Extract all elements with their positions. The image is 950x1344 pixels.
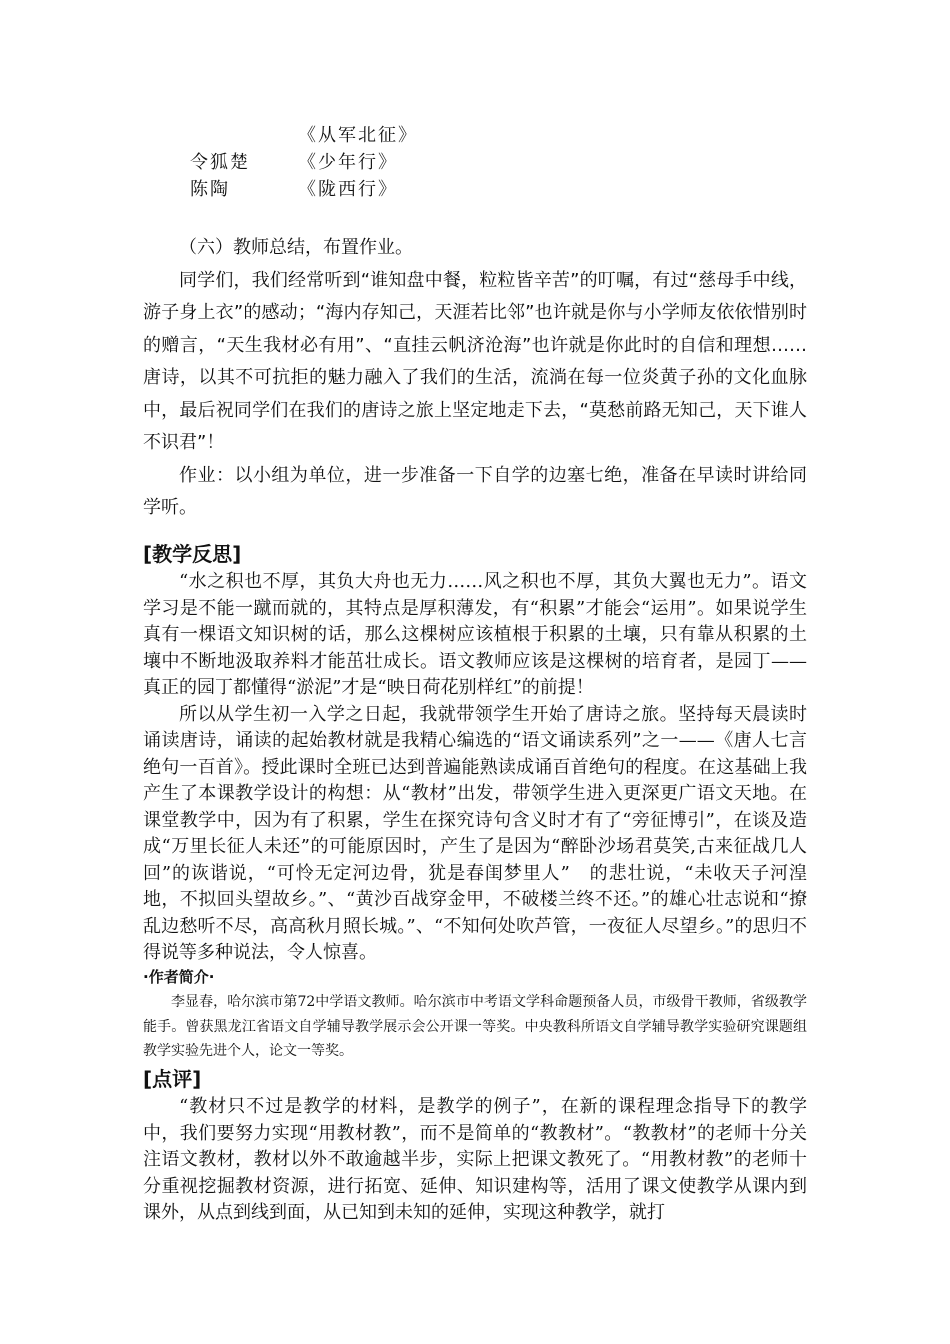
poem-title: 《陇西行》 xyxy=(298,179,398,200)
reflection-heading: [教学反思] xyxy=(143,542,242,566)
author-bio-heading: ·作者简介· xyxy=(143,968,215,986)
reflection-paragraph: “水之积也不厚，其负大舟也无力……风之积也不厚，其负大翼也无力”。语文学习是不能一蹴而就的，其特点是厚积薄发，有“积累”才能会“运用”。如果说学生真有一棵语文知识树的话，那么这棵树应该植根于积累的土壤，只有靠从积累的土壤中不断地汲取养料才能茁壮成长。语文教师应该是这棵树的培育者，是园丁——真正的园丁都懂得“淤泥”才是“映日荷花别样红”的前提！ xyxy=(143,571,807,698)
summary-heading: （六）教师总结，布置作业。 xyxy=(179,237,413,258)
author-bio-text: 李显春，哈尔滨市第72中学语文教师。哈尔滨市中考语文学科命题预备人员，市级骨干教师，省级教学能手。曾获黑龙江省语文自学辅导教学展示会公开课一等奖。中央教科所语文自学辅导教学实验研究课题组教学实验先进个人，论文一等奖。 xyxy=(143,994,807,1059)
reflection-paragraph: 所以从学生初一入学之日起，我就带领学生开始了唐诗之旅。坚持每天晨读时诵读唐诗，诵读的起始教材就是我精心编选的“语文诵读系列”之一——《唐人七言绝句一百首》。授此课时全班已达到普遍能熟读成诵百首绝句的程度。在这基础上我产生了本课教学设计的构想：从“教材”出发，带领学生进入更深更广语文天地。在课堂教学中，因为有了积累，学生在探究诗句含义时才有了“旁征博引”，在谈及造成“万里长征人未还”的可能原因时，产生了是因为“醉卧沙场君莫笑,古来征战几人回”的诙谐说，“可怜无定河边骨，犹是春闺梦里人” 的悲壮说，“未收天子河湟地，不拟回头望故乡。”、“黄沙百战穿金甲，不破楼兰终不还。”的雄心壮志说和“撩乱边愁听不尽，高高秋月照长城。”、“不知何处吹芦管，一夜征人尽望乡。”的思归不得说等多种说法，令人惊喜。 xyxy=(143,703,807,963)
poem-author: 令狐楚 xyxy=(190,152,250,173)
commentary-heading: [点评] xyxy=(143,1067,202,1091)
commentary-text: “教材只不过是教学的材料，是教学的例子”，在新的课程理念指导下的教学中，我们要努力实现“用教材教”，而不是简单的“教教材”。“教教材”的老师十分关注语文教材，教材以外不敢逾越半步，实际上把课文教死了。“用教材教”的老师十分重视挖掘教材资源，进行拓宽、延伸、知识建构等，活用了课文使教学从课内到课外，从点到线到面，从已知到未知的延伸，实现这种教学，就打 xyxy=(143,1096,807,1223)
poem-title: 《少年行》 xyxy=(298,152,398,173)
poem-author: 陈陶 xyxy=(190,179,230,200)
poem-title: 《从军北征》 xyxy=(298,125,418,146)
author-bio xyxy=(143,990,807,1064)
reflection-body xyxy=(143,569,807,967)
summary-section xyxy=(143,232,807,525)
homework-paragraph: 作业：以小组为单位，进一步准备一下自学的边塞七绝，准备在早读时讲给同学听。 xyxy=(143,464,807,518)
commentary-body xyxy=(143,1094,807,1227)
summary-paragraph: 同学们，我们经常听到“谁知盘中餐，粒粒皆辛苦”的叮嘱，有过“慈母手中线，游子身上衣”的感动；“海内存知己，天涯若比邻”也许就是你与小学师友依依惜别时的赠言，“天生我材必有用”、“直挂云帆济沧海”也许就是你此时的自信和理想……唐诗，以其不可抗拒的魅力融入了我们的生活，流淌在每一位炎黄子孙的文化血脉中，最后祝同学们在我们的唐诗之旅上坚定地走下去，“莫愁前路无知己，天下谁人不识君”！ xyxy=(143,269,807,453)
